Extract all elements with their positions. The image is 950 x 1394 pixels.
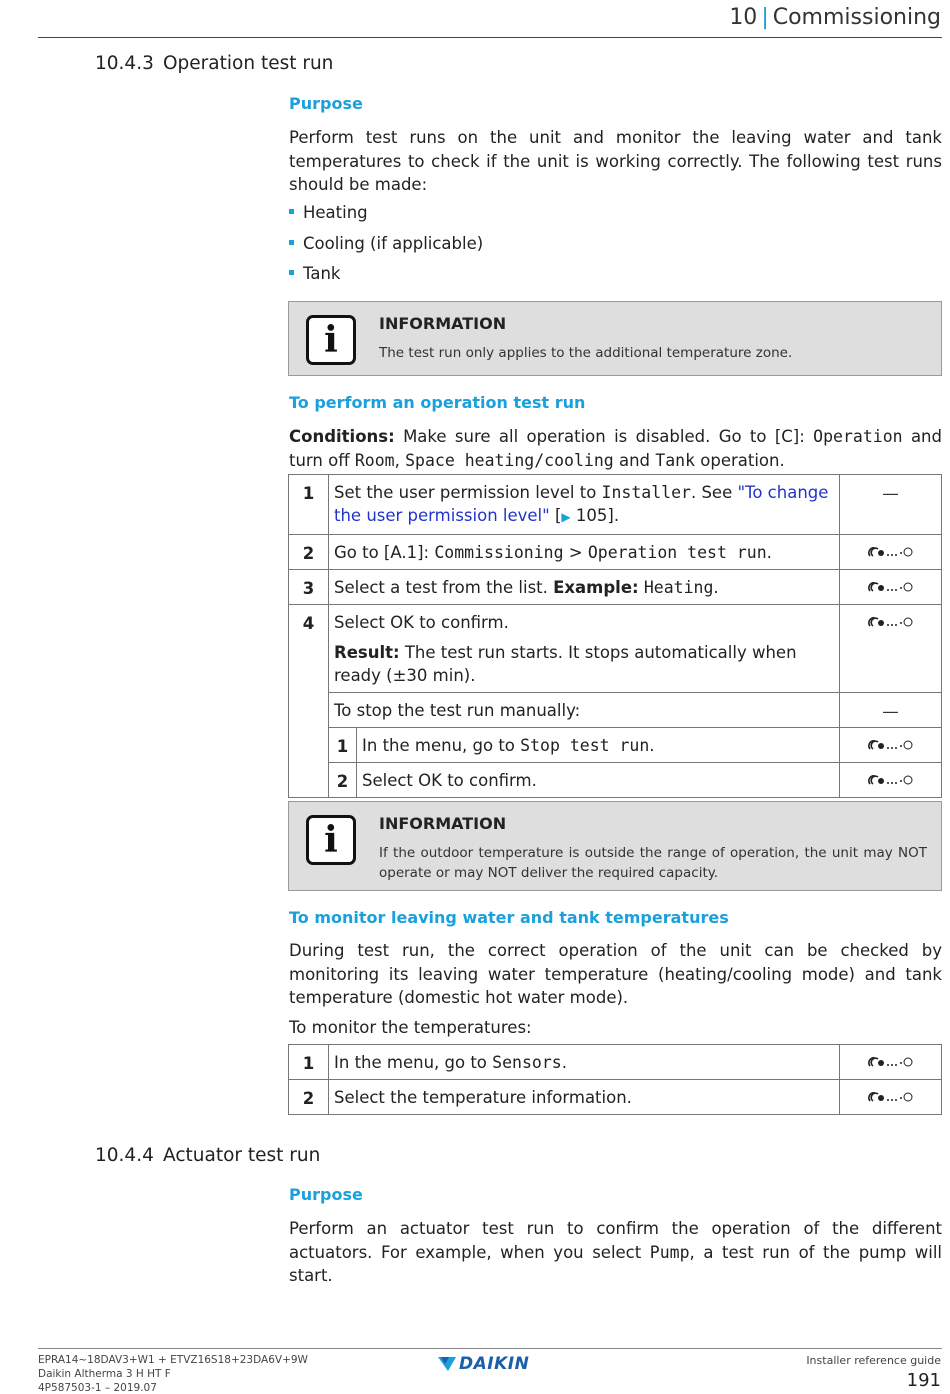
table-row xyxy=(289,1080,942,1115)
substep-number: 2 xyxy=(329,763,357,798)
dial-icon xyxy=(840,570,942,605)
permission-level-link[interactable]: "To change the user permission level" xyxy=(334,483,829,525)
menu-tank: Tank xyxy=(655,450,696,470)
conditions-text: operation. xyxy=(695,450,785,470)
substep-number: 1 xyxy=(329,728,357,763)
page-reference: [ xyxy=(549,506,562,525)
menu-sensors: Sensors xyxy=(492,1053,562,1072)
step-text-part: Select a test from the list. xyxy=(334,578,554,597)
step-text-part: . xyxy=(713,578,719,597)
step-text xyxy=(329,1045,840,1080)
footer-document-code: 4P587503-1 – 2019.07 xyxy=(38,1382,157,1394)
step-text-part: . xyxy=(649,736,655,755)
table-row xyxy=(289,693,942,728)
information-text: The test run only applies to the additional temperature zone. xyxy=(379,345,793,361)
chapter-separator: | xyxy=(761,5,769,30)
step-text-part: In the menu, go to xyxy=(362,736,521,755)
conditions-text: , xyxy=(394,450,406,470)
section-heading-operation-test-run xyxy=(95,53,333,74)
bullet-label: Tank xyxy=(303,264,341,283)
paragraph-text: , a test run of the pump will start. xyxy=(289,1242,942,1285)
page-reference-number: 105 xyxy=(570,506,608,525)
footer-divider xyxy=(38,1348,942,1349)
menu-space-heating-cooling: Space heating/cooling xyxy=(405,450,614,470)
purpose-heading: Purpose xyxy=(289,1185,363,1204)
section-heading-actuator-test-run xyxy=(95,1145,320,1166)
menu-operation-test-run: Operation test run xyxy=(587,543,767,562)
section-title: Actuator test run xyxy=(163,1145,321,1166)
table-row xyxy=(289,763,942,798)
information-icon: i xyxy=(306,315,356,365)
menu-pump: Pump xyxy=(649,1242,690,1262)
header-divider xyxy=(38,37,942,38)
menu-room: Room xyxy=(354,450,395,470)
perform-test-run-heading: To perform an operation test run xyxy=(289,393,586,412)
purpose-heading: Purpose xyxy=(289,94,363,113)
step-number: 2 xyxy=(289,535,329,570)
step-text-part: to confirm. xyxy=(441,771,537,790)
step-text xyxy=(329,570,840,605)
actuator-paragraph xyxy=(289,1217,942,1288)
bullet-item xyxy=(289,264,340,283)
dial-icon xyxy=(840,728,942,763)
page-number: 191 xyxy=(906,1370,941,1391)
bullet-square-icon xyxy=(289,270,294,275)
dial-icon xyxy=(840,605,942,693)
dial-icon xyxy=(840,1045,942,1080)
information-title: INFORMATION xyxy=(379,314,507,333)
section-number: 10.4.3 xyxy=(95,53,154,74)
bullet-square-icon xyxy=(289,209,294,214)
step-text-part: . xyxy=(766,543,772,562)
monitor-paragraph: During test run, the correct operation of the unit can be checked by monitoring its leaving water temperature (heating/cooling mode) and tank temperature (domestic hot water mode). xyxy=(289,941,942,1007)
step-number: 1 xyxy=(289,475,329,535)
table-row xyxy=(289,535,942,570)
footer-model: EPRA14~18DAV3+W1 + ETVZ16S18+23DA6V+9W xyxy=(38,1354,308,1366)
ok-label: OK xyxy=(390,613,414,632)
bullet-label: Heating xyxy=(303,203,368,222)
section-number: 10.4.4 xyxy=(95,1145,154,1166)
step-line xyxy=(334,611,834,634)
table-row xyxy=(289,728,942,763)
menu-commissioning: Commissioning xyxy=(434,543,564,562)
chapter-number: 10 xyxy=(729,5,758,30)
step-text xyxy=(329,605,840,693)
ok-label: OK xyxy=(418,771,442,790)
paragraph-text: Perform an actuator test run to confirm the operation of the different actuators. For example, when you select xyxy=(289,1219,942,1262)
page-arrow-icon: ▶ xyxy=(561,510,571,524)
no-indicator: — xyxy=(882,702,899,721)
menu-installer: Installer xyxy=(601,483,691,502)
monitor-intro: To monitor the temperatures: xyxy=(289,1018,532,1037)
dial-icon xyxy=(840,763,942,798)
information-box xyxy=(288,801,942,891)
substep-text xyxy=(357,763,840,798)
conditions-text: Make sure all operation is disabled. Go to [C]: xyxy=(394,427,814,446)
no-indicator: — xyxy=(882,484,899,503)
step-text: Select the temperature information. xyxy=(329,1080,840,1115)
information-title: INFORMATION xyxy=(379,814,507,833)
section-title: Operation test run xyxy=(163,53,334,74)
example-label: Example: xyxy=(553,578,639,597)
stop-text: To stop the test run manually: xyxy=(329,693,840,728)
step-text xyxy=(329,535,840,570)
daikin-logo-mark-icon xyxy=(438,1355,456,1373)
step-result xyxy=(334,641,834,687)
result-label: Result: xyxy=(334,643,400,662)
test-run-steps-table xyxy=(288,474,942,798)
footer-guide-title: Installer reference guide xyxy=(806,1354,941,1367)
bullet-square-icon xyxy=(289,240,294,245)
step-text xyxy=(329,475,840,535)
information-icon: i xyxy=(306,815,356,865)
menu-separator: > xyxy=(563,543,588,562)
table-row xyxy=(289,1045,942,1080)
step-number: 1 xyxy=(289,1045,329,1080)
menu-heating: Heating xyxy=(643,578,714,597)
conditions-text: and xyxy=(613,450,656,470)
step-text-part: Select xyxy=(334,613,391,632)
step-indicator xyxy=(840,475,942,535)
conditions-label: Conditions: xyxy=(289,427,395,446)
footer-product: Daikin Altherma 3 H HT F xyxy=(38,1368,171,1380)
step-text-part: . See xyxy=(690,483,738,502)
menu-operation: Operation xyxy=(813,427,903,446)
brand-wordmark: DAIKIN xyxy=(459,1354,530,1374)
result-text: The test run starts. It stops automatically when ready (±30 min). xyxy=(334,643,797,685)
information-box xyxy=(288,301,942,376)
step-text-part: . xyxy=(561,1053,567,1072)
substep-text xyxy=(357,728,840,763)
step-text-part: to confirm. xyxy=(413,613,509,632)
information-text: If the outdoor temperature is outside the range of operation, the unit may NOT operate or may NOT deliver the required capacity. xyxy=(379,845,927,881)
table-row xyxy=(289,605,942,693)
page-reference: ]. xyxy=(607,506,620,525)
bullet-label: Cooling (if applicable) xyxy=(303,234,484,253)
bullet-item xyxy=(289,203,368,222)
dial-icon xyxy=(840,1080,942,1115)
menu-stop-test-run: Stop test run xyxy=(520,736,650,755)
conditions-text: and turn off xyxy=(289,427,942,470)
conditions-paragraph xyxy=(289,425,942,472)
step-number: 4 xyxy=(289,605,329,798)
monitor-temperatures-heading: To monitor leaving water and tank temperatures xyxy=(289,908,729,927)
purpose-paragraph: Perform test runs on the unit and monitor the leaving water and tank temperatures to check if the unit is working correctly. The following test runs should be made: xyxy=(289,128,942,194)
step-text-part: Go to [A.1]: xyxy=(334,543,435,562)
monitor-steps-table xyxy=(288,1044,942,1115)
step-text-part: Select xyxy=(362,771,419,790)
step-text-part: In the menu, go to xyxy=(334,1053,493,1072)
daikin-logo xyxy=(438,1352,542,1376)
bullet-item xyxy=(289,234,483,253)
chapter-title: Commissioning xyxy=(772,5,941,30)
step-text-part: Set the user permission level to xyxy=(334,483,602,502)
step-number: 3 xyxy=(289,570,329,605)
step-number: 2 xyxy=(289,1080,329,1115)
table-row xyxy=(289,570,942,605)
dial-icon xyxy=(840,535,942,570)
table-row xyxy=(289,475,942,535)
chapter-header xyxy=(729,5,941,30)
step-indicator xyxy=(840,693,942,728)
